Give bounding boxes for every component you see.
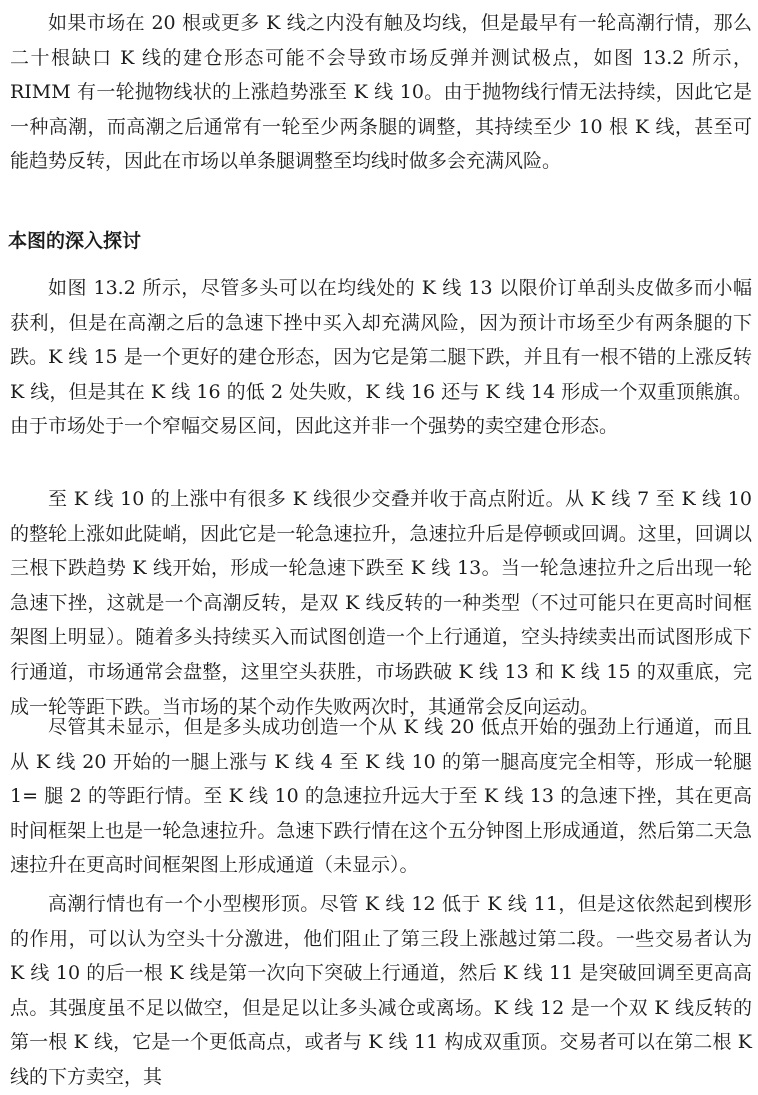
paragraph-discussion-2: 至 K 线 10 的上涨中有很多 K 线很少交叠并收于高点附近。从 K 线 7 至 K 线 10 的整轮上涨如此陡峭，因此它是一轮急速拉升，急速拉升后是停顿或回调。这里，回调以三根下跌趋势 K 线开始，形成一轮急速下跌至 K 线 13。当一轮急速拉升之后出现一轮急速下挫，这就是一个高潮反转，是双 K 线反转的一种类型（不过可能只在更高时间框架图上明显）。随着多头持续买入而试图创造一个上行通道，空头持续卖出而试图形成下行通道，市场通常会盘整，这里空头获胜，市场跌破 K 线 13 和 K 线 15 的双重底，完成一轮等距下跌。当市场的某个动作失败两次时，其通常会反向运动。 [10, 488, 752, 718]
paragraph-discussion-4: 高潮行情也有一个小型楔形顶。尽管 K 线 12 低于 K 线 11，但是这依然起到楔形的作用，可以认为空头十分激进，他们阻止了第三段上涨越过第二段。一些交易者认为 K 线 10 的后一根 K 线是第一次向下突破上行通道，然后 K 线 11 是突破回调至更高高点。其强度虽不足以做空，但是足以让多头减仓或离场。K 线 12 是一个双 K 线反转的第一根 K 线，它是一个更低高点，或者与 K 线 11 构成双重顶。交易者可以在第二根 K 线的下方卖空，其 [10, 893, 752, 1088]
paragraph-discussion-1: 如图 13.2 所示，尽管多头可以在均线处的 K 线 13 以限价订单刮头皮做多而小幅获利，但是在高潮之后的急速下挫中买入却充满风险，因为预计市场至少有两条腿的下跌。K 线 15 是一个更好的建仓形态，因为它是第二腿下跌，并且有一根不错的上涨反转 K 线，但是其在 K 线 16 的低 2 处失败，K 线 16 还与 K 线 14 形成一个双重顶熊旗。由于市场处于一个窄幅交易区间，因此这并非一个强势的卖空建仓形态。 [10, 277, 752, 438]
paragraph-discussion-3: 尽管其未显示，但是多头成功创造一个从 K 线 20 低点开始的强劲上行通道，而且从 K 线 20 开始的一腿上涨与 K 线 4 至 K 线 10 的第一腿高度完全相等，形成一轮腿 1= 腿 2 的等距行情。至 K 线 10 的急速拉升远大于至 K 线 13 的急速下挫，其在更高时间框架上也是一轮急速拉升。急速下跌行情在这个五分钟图上形成通道，然后第二天急速拉升在更高时间框架图上形成通道（未显示）。 [10, 716, 752, 877]
paragraph-intro: 如果市场在 20 根或更多 K 线之内没有触及均线，但是最早有一轮高潮行情，那么二十根缺口 K 线的建仓形态可能不会导致市场反弹并测试极点，如图 13.2 所示，RIMM 有一轮抛物线状的上涨趋势涨至 K 线 10。由于抛物线行情无法持续，因此它是一种高潮，而高潮之后通常有一轮至少两条腿的调整，其持续至少 10 根 K 线，甚至可能趋势反转，因此在市场以单条腿调整至均线时做多会充满风险。 [10, 12, 752, 173]
section-heading: 本图的深入探讨 [8, 230, 142, 252]
